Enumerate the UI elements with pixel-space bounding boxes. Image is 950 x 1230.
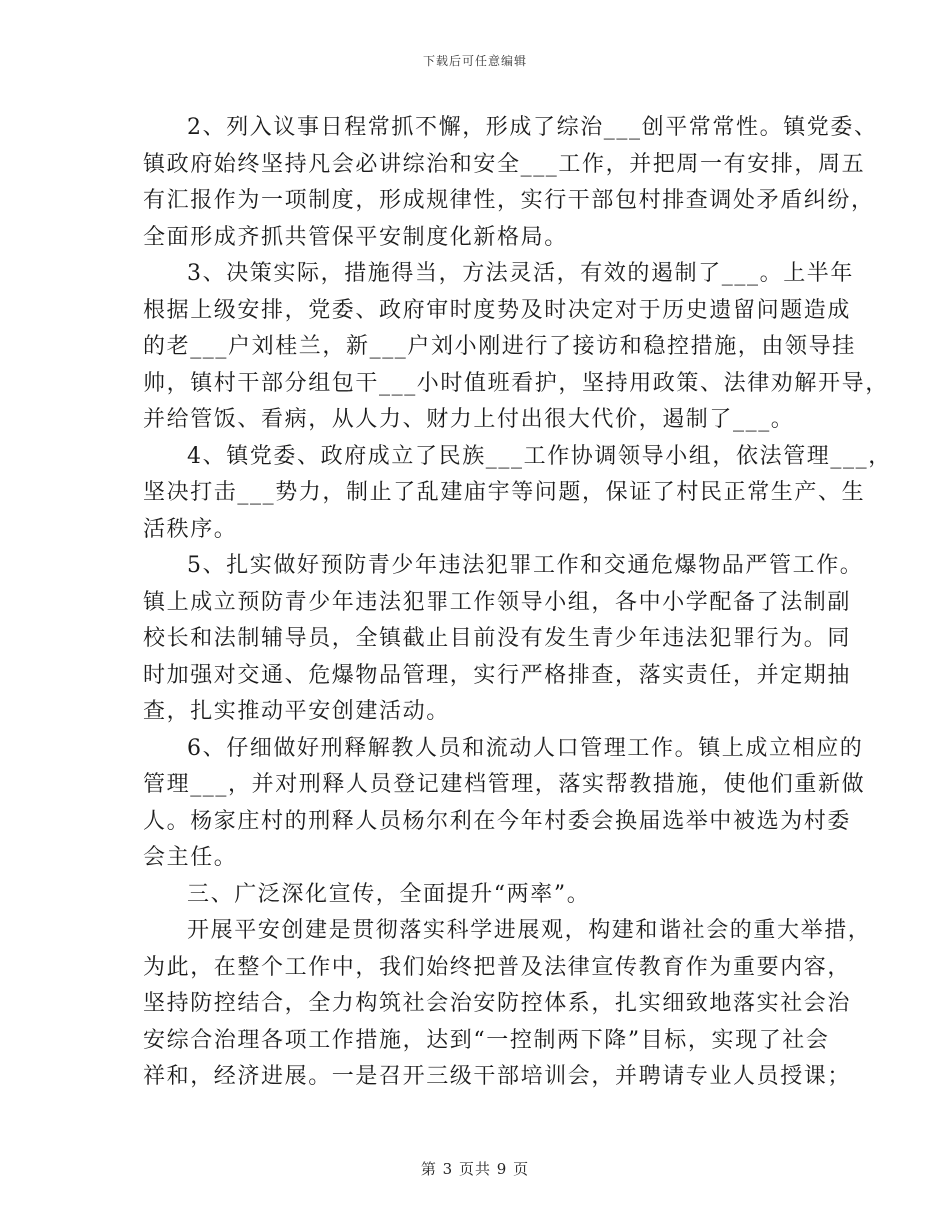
- text-line: 全面形成齐抓共管保平安制度化新格局。: [143, 224, 568, 250]
- text-line: 有汇报作为一项制度，形成规律性，实行干部包村排查调处矛盾纠纷，: [143, 188, 875, 213]
- paragraph-item-6: [143, 731, 866, 877]
- text-line: 镇上成立预防青少年违法犯罪工作领导小组，各中小学配备了法制副: [143, 589, 852, 615]
- paragraph-item-5: [143, 548, 864, 731]
- text-line: 并给管饭、看病，从人力、财力上付出很大代价，遏制了___。: [143, 407, 795, 432]
- text-line: 6、仔细做好刑释解教人员和流动人口管理工作。镇上成立相应的: [187, 735, 864, 761]
- text-line: 人。杨家庄村的刑释人员杨尔利在今年村委会换届选举中被选为村委: [143, 808, 852, 834]
- page-header: 下载后可任意编辑: [422, 54, 527, 68]
- paragraph-publicity: [143, 913, 872, 1096]
- text-line: 根据上级安排，党委、政府审时度势及时决定对于历史遗留问题造成: [143, 297, 852, 323]
- text-line: 坚持防控结合，全力构筑社会治安防控体系，扎实细致地落实社会治: [143, 991, 852, 1016]
- paragraph-item-3: [143, 256, 889, 439]
- text-line: 镇政府始终坚持凡会必讲综治和安全___工作，并把周一有安排，周五: [143, 151, 866, 177]
- text-line: 为此，在整个工作中，我们始终把普及法律宣传教育作为重要内容，: [143, 954, 852, 980]
- text-line: 祥和，经济进展。一是召开三级干部培训会，并聘请专业人员授课；: [143, 1064, 852, 1089]
- text-line: 管理___，并对刑释人员登记建档管理，落实帮教措施，使他们重新做: [143, 772, 866, 797]
- text-line: 查，扎实推动平安创建活动。: [143, 699, 450, 724]
- text-line: 坚决打击___势力，制止了乱建庙宇等问题，保证了村民正常生产、生: [143, 480, 866, 505]
- text-line: 时加强对交通、危爆物品管理，实行严格排查，落实责任，并定期抽: [143, 662, 852, 688]
- text-line: 帅，镇村干部分组包干___小时值班看护，坚持用政策、法律劝解开导，: [143, 370, 889, 396]
- text-line: 5、扎实做好预防青少年违法犯罪工作和交通危爆物品严管工作。: [187, 553, 864, 578]
- section-heading: [143, 877, 807, 914]
- text-line: 活秩序。: [143, 516, 238, 542]
- text-line: 会主任。: [143, 845, 238, 870]
- text-line: 4、镇党委、政府成立了民族___工作协调领导小组，依法管理___，: [187, 443, 892, 469]
- text-line: 三、广泛深化宣传，全面提升“两率”。: [187, 881, 591, 907]
- document-body: [143, 110, 892, 1096]
- text-line: 开展平安创建是贯彻落实科学进展观，构建和谐社会的重大举措，: [187, 918, 872, 943]
- text-line: 的老___户刘桂兰，新___户刘小刚进行了接访和稳控措施，由领导挂: [143, 334, 856, 359]
- text-line: 校长和法制辅导员，全镇截止目前没有发生青少年违法犯罪行为。同: [143, 626, 852, 651]
- text-line: 2、列入议事日程常抓不懈，形成了综治___创平常常性。镇党委、: [187, 115, 878, 140]
- paragraph-item-2: [143, 110, 878, 256]
- text-line: 安综合治理各项工作措施，达到“一控制两下降”目标，实现了社会: [143, 1027, 830, 1053]
- page-footer: 第 3 页共 9 页: [420, 1160, 530, 1178]
- text-line: 3、决策实际，措施得当，方法灵活，有效的遏制了___。上半年: [187, 261, 854, 286]
- paragraph-item-4: [143, 439, 892, 549]
